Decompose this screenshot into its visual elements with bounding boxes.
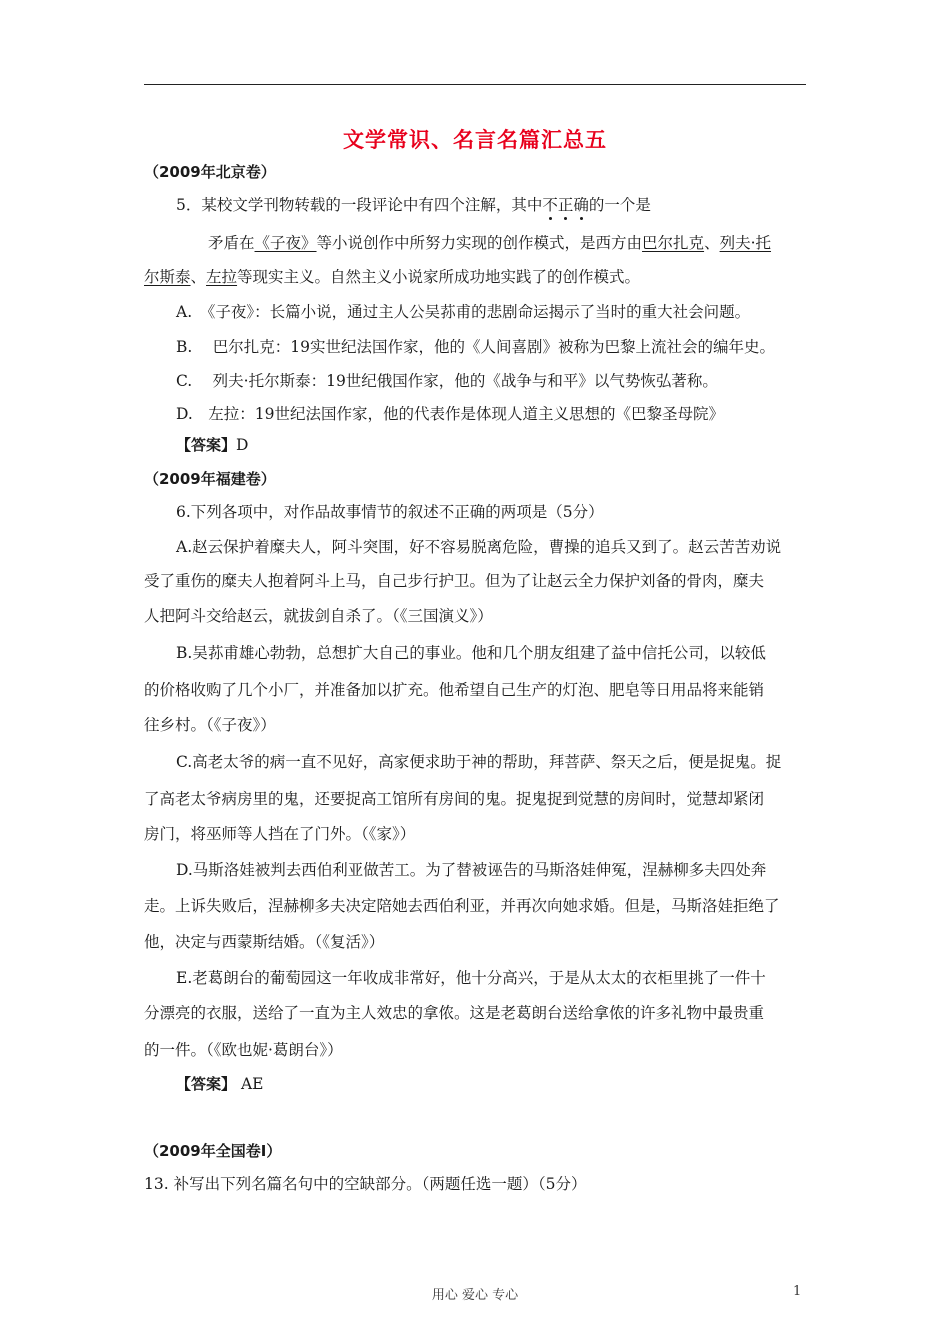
page-number: 1	[793, 1284, 802, 1299]
option-d-line-3: 他，决定与西蒙斯结婚。（《复活》）	[144, 933, 385, 951]
underlined-term: 尔斯泰	[144, 268, 191, 286]
question-5-text: 5．某校文学刊物转载的一段评论中有四个注解，其中	[176, 196, 543, 214]
question-6: 6.下列各项中，对作品故事情节的叙述不正确的两项是（5分）	[176, 503, 604, 521]
option-b-line-2: 的价格收购了几个小厂，并准备加以扩充。他希望自己生产的灯泡、肥皂等日用品将来能销	[144, 681, 765, 699]
answer-value: D	[236, 436, 249, 454]
answer-5	[176, 435, 248, 455]
option-c-line-2: 了高老太爷病房里的鬼，还要捉高工馆所有房间的鬼。捉鬼捉到觉慧的房间时，觉慧却紧闭	[144, 790, 765, 808]
answer-label: 【答案】	[176, 1075, 237, 1093]
question-5	[176, 195, 651, 215]
section-source-national: （2009年全国卷Ⅰ）	[144, 1142, 282, 1160]
passage-text: 等现实主义。自然主义小说家所成功地实践了的创作模式。	[237, 268, 641, 286]
question-5-text-end: 的一个是	[588, 196, 651, 214]
section-source-beijing: （2009年北京卷）	[144, 163, 276, 181]
passage-text: 、	[704, 234, 720, 252]
emphasis-dot-char: 确	[573, 196, 589, 214]
option-a-line-2: 受了重伤的糜夫人抱着阿斗上马，自己步行护卫。但为了让赵云全力保护刘备的骨肉，糜夫	[144, 572, 765, 590]
passage-text: 等小说创作中所努力实现的创作模式，是西方由	[316, 234, 643, 252]
answer-value: AE	[236, 1075, 264, 1093]
option-d-line-2: 走。上诉失败后，涅赫柳多夫决定陪她去西伯利亚，并再次向她求婚。但是，马斯洛娃拒绝了	[144, 897, 780, 915]
option-b-line-1: B.吴荪甫雄心勃勃，总想扩大自己的事业。他和几个朋友组建了益中信托公司，以较低	[176, 644, 766, 662]
section-source-fujian: （2009年福建卷）	[144, 470, 276, 488]
option-e-line-3: 的一件。（《欧也妮·葛朗台》）	[144, 1041, 343, 1059]
answer-6	[176, 1074, 263, 1094]
page-title: 文学常识、名言名篇汇总五	[343, 128, 607, 152]
emphasis-dot-char: 正	[557, 196, 574, 214]
option-a: A. 《子夜》：长篇小说，通过主人公吴荪甫的悲剧命运揭示了当时的重大社会问题。	[176, 303, 751, 321]
option-b-line-3: 往乡村。（《子夜》）	[144, 716, 276, 734]
question-13: 13. 补写出下列名篇名句中的空缺部分。（两题任选一题）（5分）	[144, 1175, 587, 1193]
passage-text: 、	[190, 268, 207, 286]
underlined-term: 《子夜》	[254, 234, 317, 252]
option-d: D. 左拉：19世纪法国作家，他的代表作是体现人道主义思想的《巴黎圣母院》	[176, 405, 725, 423]
option-c-line-1: C.高老太爷的病一直不见好，高家便求助于神的帮助，拜菩萨、祭天之后，便是捉鬼。捉	[176, 753, 782, 771]
option-a-line-3: 人把阿斗交给赵云，就拔剑自杀了。（《三国演义》）	[144, 607, 493, 625]
passage-line-1	[208, 233, 771, 253]
header-rule	[144, 84, 806, 85]
emphasis-dot-char: 不	[542, 196, 558, 214]
option-e-line-1: E.老葛朗台的葡萄园这一年收成非常好，他十分高兴，于是从太太的衣柜里挑了一件十	[176, 969, 766, 987]
underlined-term: 巴尔扎克	[642, 234, 705, 252]
option-b: B. 巴尔扎克：19实世纪法国作家，他的《人间喜剧》被称为巴黎上流社会的编年史。	[176, 338, 775, 356]
option-c: C. 列夫·托尔斯泰：19世纪俄国作家，他的《战争与和平》以气势恢弘著称。	[176, 372, 718, 390]
option-e-line-2: 分漂亮的衣服，送给了一直为主人效忠的拿侬。这是老葛朗台送给拿侬的许多礼物中最贵重	[144, 1004, 765, 1022]
option-a-line-1: A.赵云保护着糜夫人，阿斗突围，好不容易脱离危险，曹操的追兵又到了。赵云苦苦劝说	[176, 538, 782, 556]
page-footer: 用心 爱心 专心	[431, 1288, 519, 1303]
underlined-term: 左拉	[206, 268, 238, 286]
passage-text: 矛盾在	[208, 234, 255, 252]
answer-label: 【答案】	[176, 436, 237, 454]
underlined-term: 列夫·托	[719, 234, 772, 252]
option-d-line-1: D.马斯洛娃被判去西伯利亚做苦工。为了替被诬告的马斯洛娃伸冤，涅赫柳多夫四处奔	[176, 861, 767, 879]
option-c-line-3: 房门，将巫师等人挡在了门外。（《家》）	[144, 825, 416, 843]
passage-line-2	[144, 267, 640, 287]
